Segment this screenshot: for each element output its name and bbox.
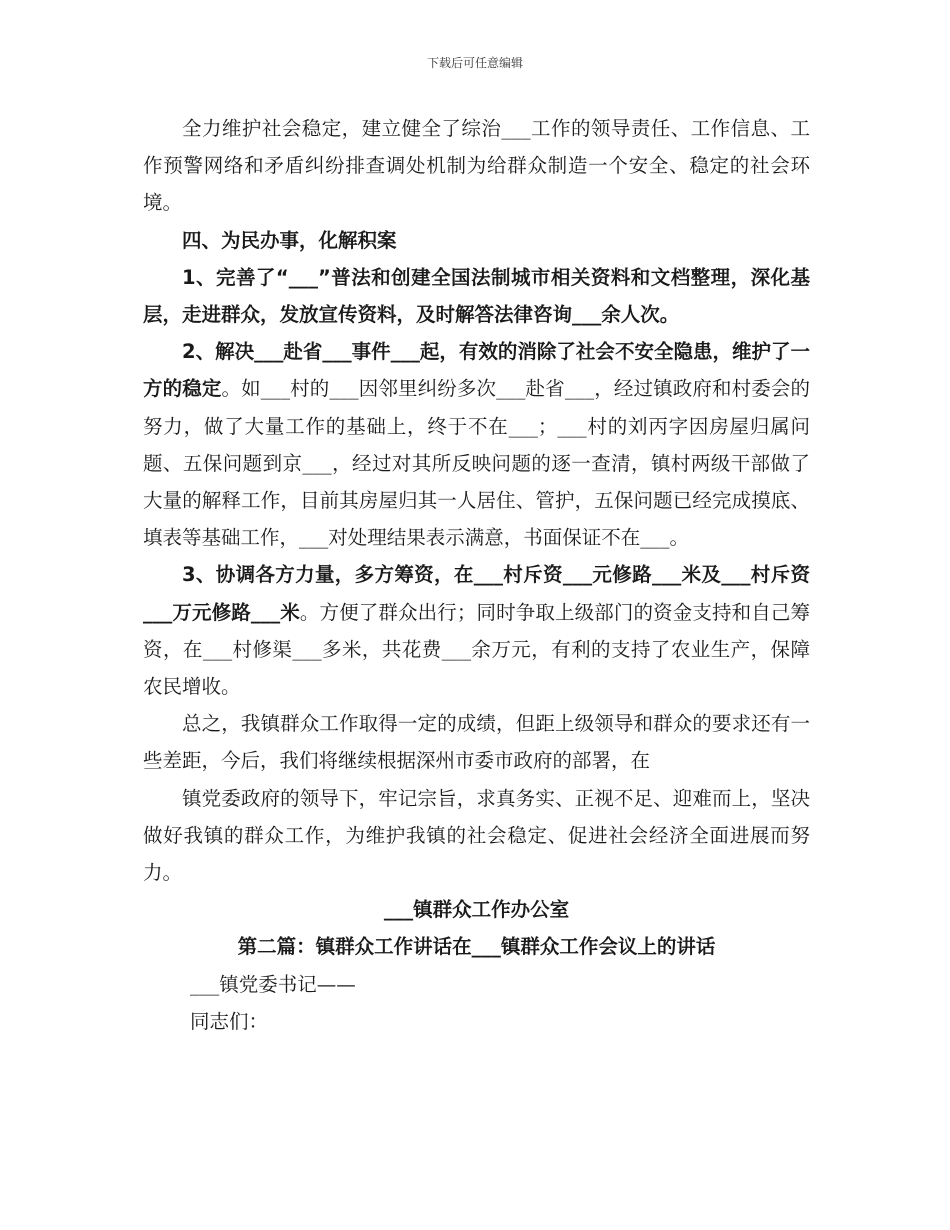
list-item-2-body: 。如___村的___因邻里纠纷多次___赴省___，经过镇政府和村委会的努力，做了大量工作的基础上，终于不在___；___村的刘丙字因房屋归属问题、五保问题到京___，经过对其所反映问题的逐一查清，镇村两级干部做了大量的解释工作，目前其房屋归其一人居住、管护，五保问题已经完成摸底、填表等基础工作，___对处理结果表示满意，书面保证不在___。 [143, 377, 810, 550]
section-heading-4: 四、为民办事，化解积案 [182, 228, 397, 252]
paragraph-stability: 全力维护社会稳定，建立健全了综治___工作的领导责任、工作信息、工作预警网络和矛盾纠纷排查调处机制为给群众制造一个安全、稳定的社会环境。 [143, 117, 810, 215]
document-body [143, 110, 810, 1040]
list-item-2-lead: 2、解决___赴省___事件___起，有效的消除了社会不安全隐患，维护了一方的稳定 [143, 340, 810, 401]
list-item-3 [143, 556, 810, 705]
speaker-line: ___镇党委书记—— [190, 972, 356, 996]
chapter-2-title: 第二篇：镇群众工作讲话在___镇群众工作会议上的讲话 [237, 935, 716, 959]
page-header-note: 下载后可任意编辑 [426, 56, 523, 70]
salutation-line: 同志们： [190, 1009, 269, 1033]
list-item-2 [143, 333, 810, 556]
list-item-3-lead: 3、协调各方力量，多方筹资，在___村斥资___元修路___米及___村斥资___万元修路___米 [143, 563, 810, 624]
list-item-1: 1、完善了“___”普法和创建全国法制城市相关资料和文档整理，深化基层，走进群众，发放宣传资料，及时解答法律咨询___余人次。 [143, 265, 810, 327]
list-item-3-body: 。方便了群众出行；同时争取上级部门的资金支持和自己筹资，在___村修渠___多米，共花费___余万元，有利的支持了农业生产，保障农民增收。 [143, 600, 810, 699]
signature-office: ___镇群众工作办公室 [383, 898, 570, 922]
paragraph-summary: 总之，我镇群众工作取得一定的成绩，但距上级领导和群众的要求还有一些差距，今后，我们将继续根据深州市委市政府的部署，在 [143, 712, 810, 773]
paragraph-continuation: 镇党委政府的领导下，牢记宗旨，求真务实、正视不足、迎难而上，坚决做好我镇的群众工作，为维护我镇的社会稳定、促进社会经济全面进展而努力。 [143, 786, 810, 885]
